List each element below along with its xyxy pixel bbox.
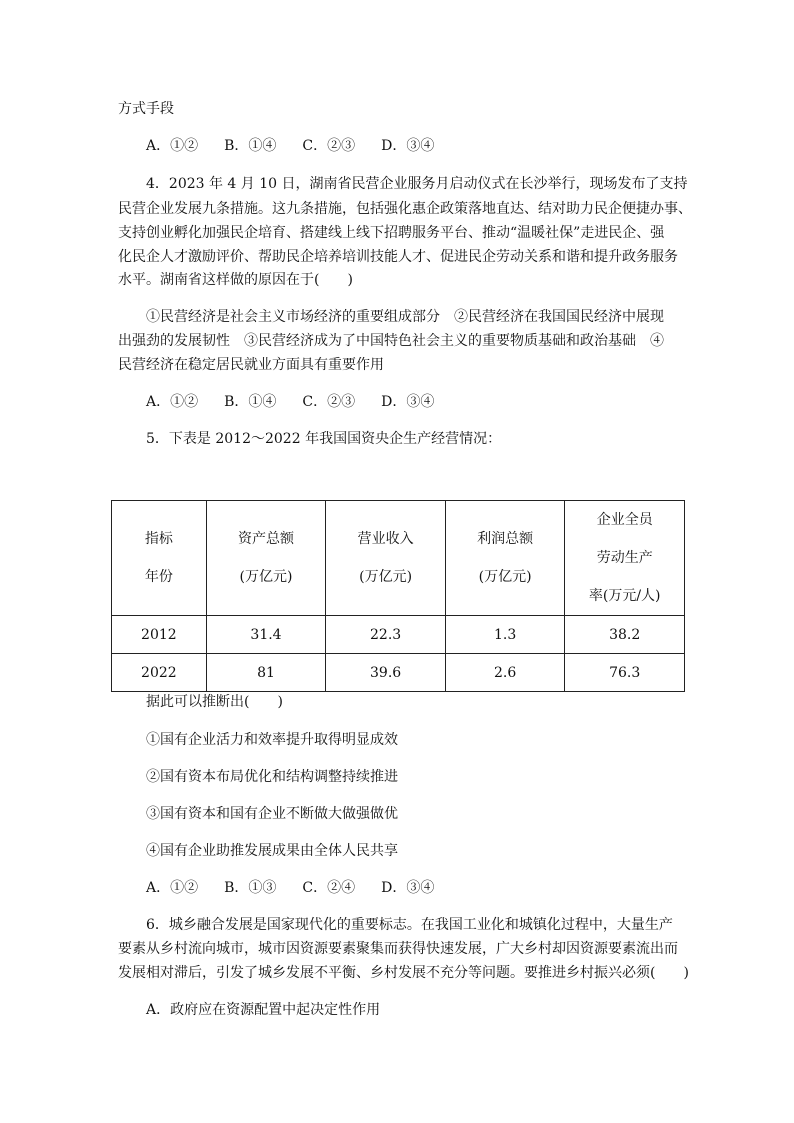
option-a: A．①② (146, 880, 199, 896)
option-d: D．③④ (381, 880, 435, 896)
option-c: C．②④ (302, 880, 356, 896)
q5-statement: ④国有企业助推发展成果由全体人民共享 (146, 843, 398, 859)
table-row (112, 616, 685, 654)
prev-options (146, 136, 460, 156)
q5-stem: 5．下表是 2012～2022 年我国国资央企生产经营情况： (146, 431, 502, 447)
q4-stem-line: 化民企人才激励评价、帮助民企培养培训技能人才、促进民企劳动关系和谐和提升政务服务 (118, 249, 678, 265)
header-unit: (万亿元) (478, 569, 532, 585)
header-text: 资产总额 (238, 531, 294, 547)
option-b: B．①④ (224, 138, 277, 154)
q5-options (146, 878, 460, 898)
table-header-row (112, 501, 685, 616)
value-cell: 81 (206, 654, 326, 692)
value-cell: 76.3 (565, 654, 685, 692)
year-cell: 2022 (112, 654, 207, 692)
q6-option-a: A．政府应在资源配置中起决定性作用 (146, 1002, 381, 1018)
table-header-cell (445, 501, 565, 616)
value-cell: 39.6 (326, 654, 446, 692)
value-cell: 31.4 (206, 616, 326, 654)
corner-indicator-label: 指标 (144, 531, 173, 547)
option-b: B．①④ (224, 394, 277, 410)
q5-statement: ②国有资本布局优化和结构调整持续推进 (146, 769, 398, 785)
option-d: D．③④ (381, 138, 435, 154)
value-cell: 1.3 (445, 616, 565, 654)
header-unit: (万亿元) (359, 569, 413, 585)
q4-stem-line: 4．2023 年 4 月 10 日，湖南省民营企业服务月启动仪式在长沙举行，现场发布了支持 (146, 176, 688, 192)
year-cell: 2012 (112, 616, 207, 654)
prev-question-tail: 方式手段 (118, 101, 174, 117)
table-row (112, 654, 685, 692)
q4-stem-line: 民营企业发展九条措施。这九条措施，包括强化惠企政策落地直达、结对助力民企便捷办事、 (118, 201, 692, 217)
option-c: C．②③ (302, 138, 356, 154)
value-cell: 22.3 (326, 616, 446, 654)
q4-statement-line: 出强劲的发展韧性 ③民营经济成为了中国特色社会主义的重要物质基础和政治基础 ④ (118, 333, 664, 349)
q5-data-table (111, 500, 685, 692)
header-unit: (万亿元) (239, 569, 293, 585)
q4-options (146, 392, 460, 412)
q4-stem-line: 水平。湖南省这样做的原因在于( ) (118, 272, 353, 288)
q4-stem-line: 支持创业孵化加强民企培育、搭建线上线下招聘服务平台、推动“温暖社保”走进民企、强 (118, 225, 665, 241)
q4-statement-line: 民营经济在稳定居民就业方面具有重要作用 (118, 357, 384, 373)
table-corner-cell (112, 501, 207, 616)
header-text: 劳动生产 (596, 550, 653, 566)
header-text: 利润总额 (477, 531, 534, 547)
table-header-cell (326, 501, 446, 616)
q6-stem-line: 6．城乡融合发展是国家现代化的重要标志。在我国工业化和城镇化过程中，大量生产 (146, 917, 673, 933)
option-d: D．③④ (381, 394, 435, 410)
option-c: C．②③ (302, 394, 356, 410)
table-header-cell (206, 501, 326, 616)
q6-stem-line: 发展相对滞后，引发了城乡发展不平衡、乡村发展不充分等问题。要推进乡村振兴必须( ) (118, 965, 689, 981)
q4-statement-line: ①民营经济是社会主义市场经济的重要组成部分 ②民营经济在我国国民经济中展现 (146, 309, 664, 325)
q5-inference-prompt: 据此可以推断出( ) (146, 694, 283, 710)
q5-statement: ③国有资本和国有企业不断做大做强做优 (146, 806, 398, 822)
option-b: B．①③ (224, 880, 277, 896)
q6-stem-line: 要素从乡村流向城市，城市因资源要素聚集而获得快速发展，广大乡村却因资源要素流出而 (118, 941, 678, 957)
option-a: A．①② (146, 138, 199, 154)
corner-year-label: 年份 (144, 569, 173, 585)
header-unit: 率(万元/人) (588, 588, 661, 604)
header-text: 营业收入 (357, 531, 414, 547)
value-cell: 2.6 (445, 654, 565, 692)
header-text: 企业全员 (596, 512, 653, 528)
option-a: A．①② (146, 394, 199, 410)
table-header-cell (565, 501, 685, 616)
q5-statement: ①国有企业活力和效率提升取得明显成效 (146, 732, 398, 748)
value-cell: 38.2 (565, 616, 685, 654)
